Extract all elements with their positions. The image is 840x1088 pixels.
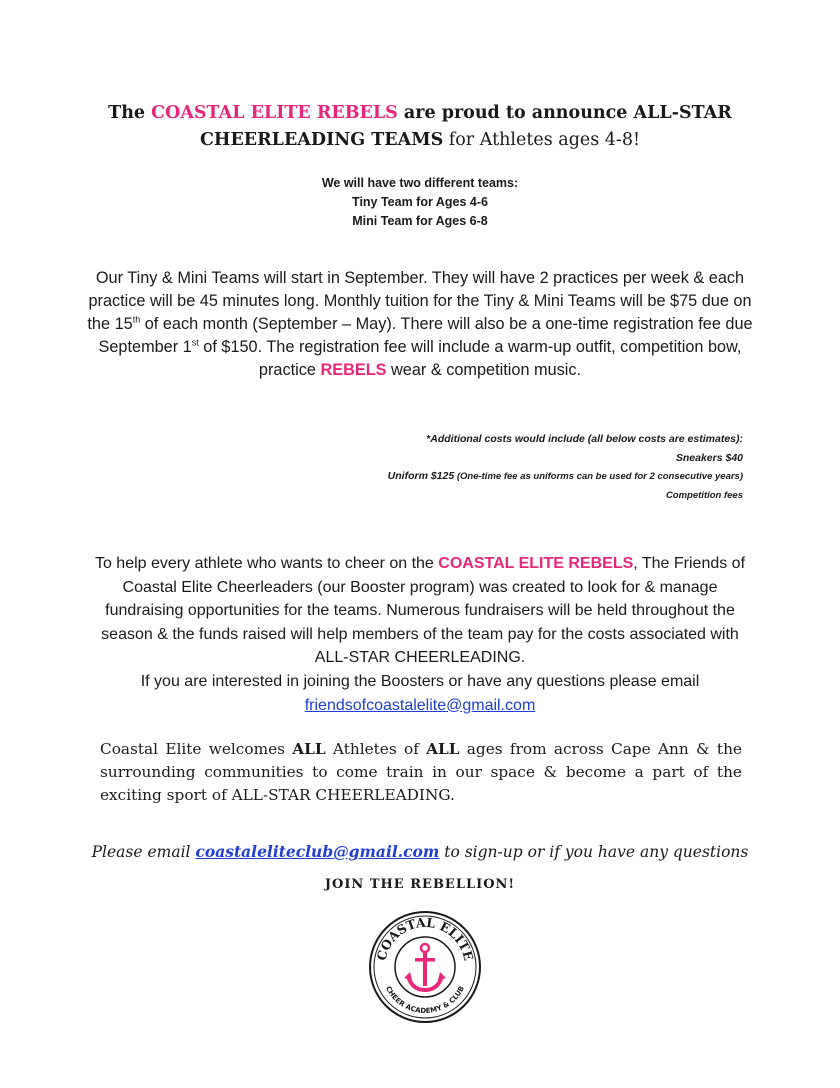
teams-list [120, 174, 720, 231]
cost-item-sneakers: Sneakers $40 [675, 451, 743, 464]
boosters-text: , The Friends of Coastal Elite Cheerleaders (our Booster program) was created to look for & manage fundraising opportunities for the teams. Numerous fundraisers will be held throughout the season & the funds raised will help members of the team pay for the costs associated with ALL-STAR CHEERLEADING. [101, 555, 746, 667]
welcome-text: Coastal Elite welcomes [100, 740, 293, 758]
boosters-email-link[interactable]: friendsofcoastalelite@gmail.com [304, 696, 536, 714]
ordinal-suffix: st [191, 337, 199, 348]
boosters-contact-text: If you are interested in joining the Boosters or have any questions please email [140, 672, 700, 690]
costs-intro: *Additional costs would include (all below costs are estimates): [426, 433, 743, 445]
welcome-emphasis: ALL [292, 740, 326, 758]
details-text: of each month (September – May). There will also be a one-time registration fee due September 1 [98, 315, 753, 356]
boosters-text: To help every athlete who wants to cheer on the [94, 555, 439, 572]
additional-costs [223, 430, 743, 505]
team-item-tiny: Tiny Team for Ages 4-6 [352, 195, 488, 209]
signup-text: Please email [91, 843, 196, 861]
signup-text: to sign-up or if you have any questions [439, 843, 749, 861]
headline-text: The [108, 103, 152, 123]
headline-text: are proud to announce [397, 103, 634, 123]
coastal-elite-logo [368, 910, 482, 1024]
headline [60, 100, 780, 154]
headline-text: for Athletes ages 4-8! [443, 130, 641, 150]
program-details [85, 267, 755, 382]
boosters-paragraph [85, 552, 755, 717]
details-text: Our Tiny & Mini Teams will start in September. They will have 2 practices per week & each practice will be 45 minutes long. Monthly tuition for the Tiny & Mini Teams will be $75 due on the 15 [87, 269, 752, 333]
teams-intro: We will have two different teams: [321, 176, 519, 190]
uniform-note: (One-time fee as uniforms can be used for 2 consecutive years) [454, 471, 743, 482]
logo-bottom-text: CHEER ACADEMY & CLUB [383, 984, 467, 1016]
team-item-mini: Mini Team for Ages 6-8 [352, 214, 488, 228]
cost-item-competition: Competition fees [665, 489, 743, 501]
signup-email-link[interactable]: coastaleliteclub@gmail.com [195, 842, 440, 861]
rebels-highlight: REBELS [320, 361, 387, 379]
ordinal-suffix: th [132, 314, 141, 325]
boosters-brand: COASTAL ELITE REBELS [438, 555, 634, 572]
headline-brand: COASTAL ELITE REBELS [151, 103, 398, 123]
welcome-text: ages from across Cape Ann & the surrounding communities to come train in our space & become a part of the exciting sport of ALL-STAR CHEERLEADING. [100, 740, 742, 804]
welcome-emphasis: ALL [426, 740, 460, 758]
signup-line [80, 842, 760, 861]
headline-emphasis: ALL-STAR CHEERLEADING TEAMS [199, 103, 732, 150]
welcome-text: Athletes of [325, 740, 427, 758]
join-slogan: JOIN THE REBELLION! [324, 877, 516, 892]
uniform-cost: Uniform $125 [387, 470, 455, 482]
logo-top-text: COASTAL ELITE [373, 914, 477, 963]
details-text: of $150. The registration fee will include a warm-up outfit, competition bow, practice [198, 338, 742, 379]
details-text: wear & competition music. [386, 361, 582, 379]
cost-item-uniform [223, 467, 743, 487]
welcome-paragraph [100, 738, 742, 807]
